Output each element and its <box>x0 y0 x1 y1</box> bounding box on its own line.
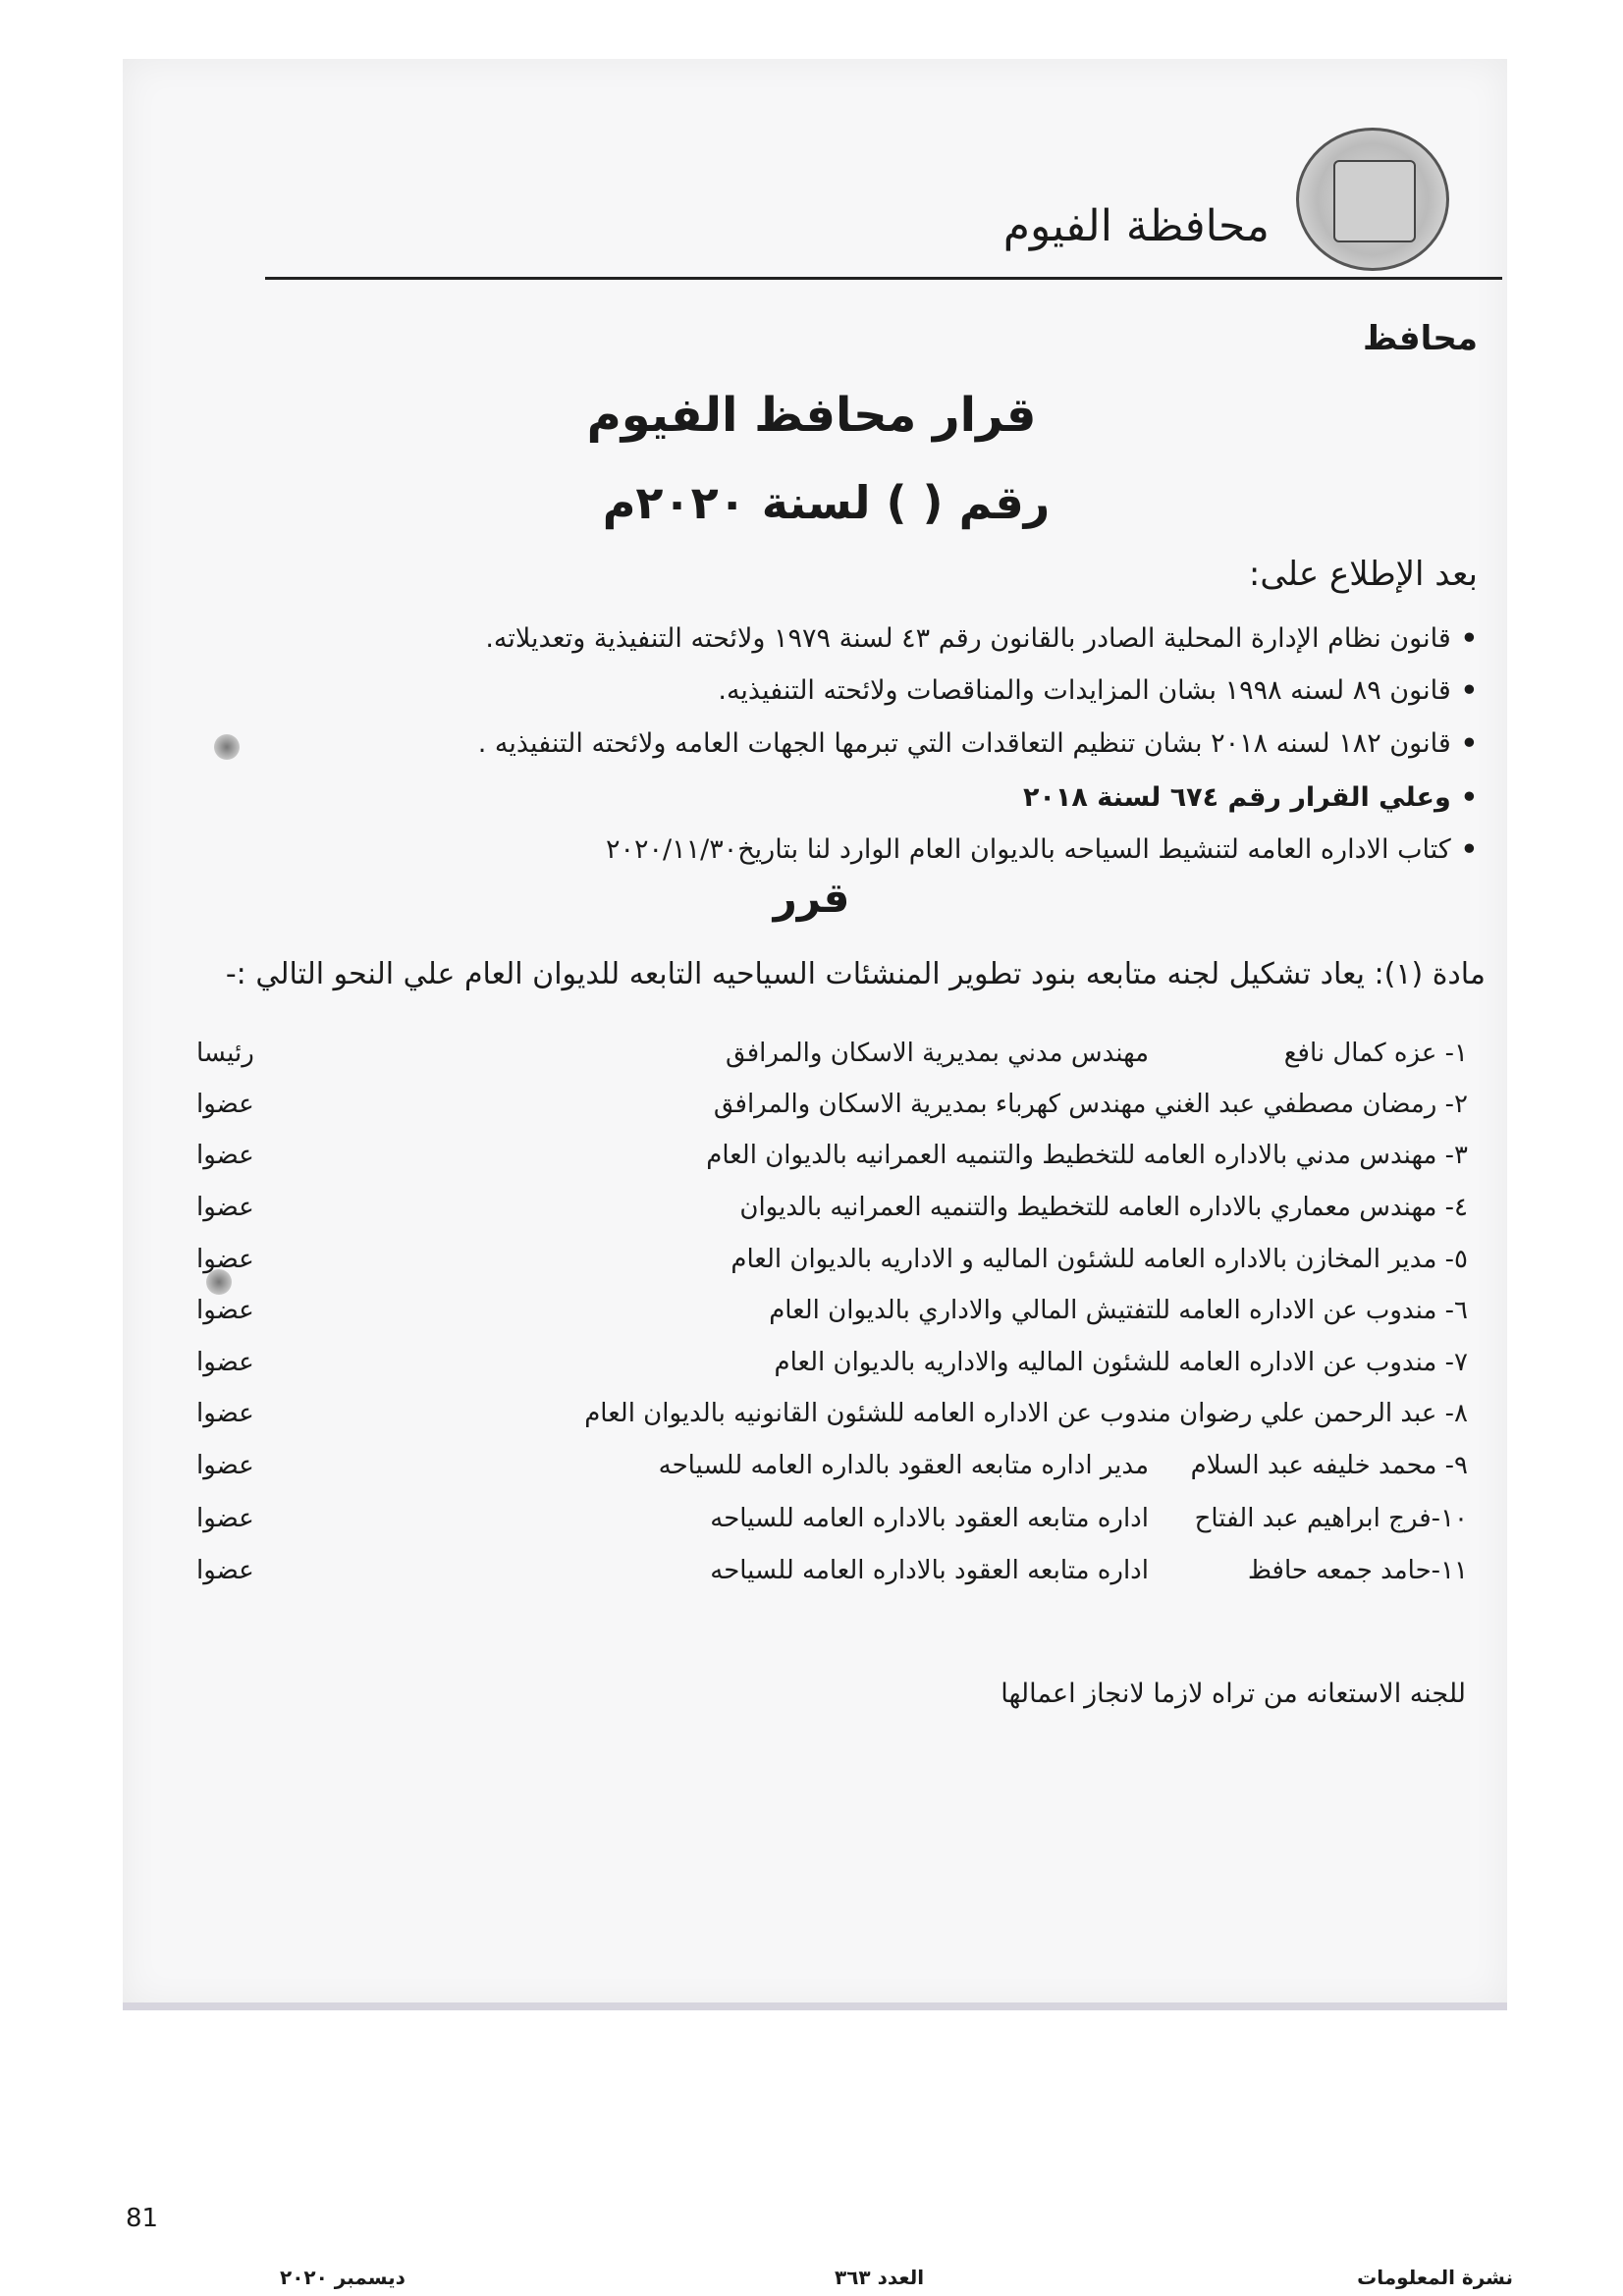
recital-1: •قانون نظام الإدارة المحلية الصادر بالقانون رقم ٤٣ لسنة ١٩٧٩ ولائحته التنفيذية وتعديلاته. <box>485 623 1478 654</box>
footer-publication: نشرة المعلومات <box>1357 2266 1513 2289</box>
member-row: ١٠-فرج ابراهيم عبد الفتاح اداره متابعه العقود بالاداره العامه للسياحه عضوا <box>196 1504 1468 1533</box>
recital-3: •قانون ١٨٢ لسنه ٢٠١٨ بشان تنظيم التعاقدات التي تبرمها الجهات العامه ولائحته التنفيذيه . <box>477 728 1478 759</box>
governorate-name: محافظة الفيوم <box>1002 201 1270 251</box>
member-row: ٧- مندوب عن الاداره العامه للشئون الماليه والاداريه بالديوان العام عضوا <box>196 1348 1468 1377</box>
member-row: ٣- مهندس مدني بالاداره العامه للتخطيط والتنميه العمرانيه بالديوان العام عضوا <box>196 1141 1468 1170</box>
scanned-page <box>123 59 1507 2007</box>
member-row: ٢- رمضان مصطفي عبد الغني مهندس كهرباء بمديرية الاسكان والمرافق عضوا <box>196 1090 1468 1119</box>
page-number: 81 <box>126 2204 159 2233</box>
preamble-intro: بعد الإطلاع على: <box>1248 555 1478 594</box>
assistance-clause: للجنه الاستعانه من تراه لازما لانجاز اعمالها <box>1001 1679 1466 1709</box>
member-row: ١١-حامد جمعه حافظ اداره متابعه العقود بالاداره العامه للسياحه عضوا <box>196 1556 1468 1585</box>
recital-5: •كتاب الاداره العامه لتنشيط السياحه بالديوان العام الوارد لنا بتاريخ٢٠٢٠/١١/٣٠ <box>606 834 1478 865</box>
member-row: ٥- مدير المخازن بالاداره العامه للشئون الماليه و الاداريه بالديوان العام عضوا <box>196 1245 1468 1274</box>
scan-edge <box>123 2002 1507 2010</box>
decree-heading: قرر <box>773 874 850 922</box>
member-row: ١- عزه كمال نافع مهندس مدني بمديرية الاسكان والمرافق رئيسا <box>196 1039 1468 1068</box>
recital-4: •وعلي القرار رقم ٦٧٤ لسنة ٢٠١٨ <box>1022 782 1478 813</box>
header-divider <box>265 277 1502 280</box>
decree-number: رقم ( ) لسنة ٢٠٢٠م <box>602 476 1051 529</box>
member-row: ٨- عبد الرحمن علي رضوان مندوب عن الاداره العامه للشئون القانونيه بالديوان العام عضوا <box>196 1399 1468 1428</box>
punch-hole-icon <box>214 734 240 760</box>
article-1: مادة (١): يعاد تشكيل لجنه متابعه بنود تطوير المنشئات السياحيه التابعه للديوان العام علي النحو التالي :- <box>225 957 1486 991</box>
member-row: ٤- مهندس معماري بالاداره العامه للتخطيط والتنميه العمرانيه بالديوان عضوا <box>196 1193 1468 1222</box>
member-row: ٦- مندوب عن الاداره العامه للتفتيش المالي والاداري بالديوان العام عضوا <box>196 1296 1468 1325</box>
decree-title: قرار محافظ الفيوم <box>586 388 1037 443</box>
footer-date: ديسمبر ٢٠٢٠ <box>280 2266 406 2289</box>
governor-label: محافظ <box>1363 319 1478 358</box>
member-row: ٩- محمد خليفه عبد السلام مدير اداره متابعه العقود بالداره العامه للسياحه عضوا <box>196 1451 1468 1480</box>
governorate-seal-icon <box>1296 128 1449 271</box>
recital-2: •قانون ٨٩ لسنه ١٩٩٨ بشان المزايدات والمناقصات ولائحته التنفيذيه. <box>718 675 1478 706</box>
footer-issue: العدد ٣٦٣ <box>835 2266 925 2289</box>
